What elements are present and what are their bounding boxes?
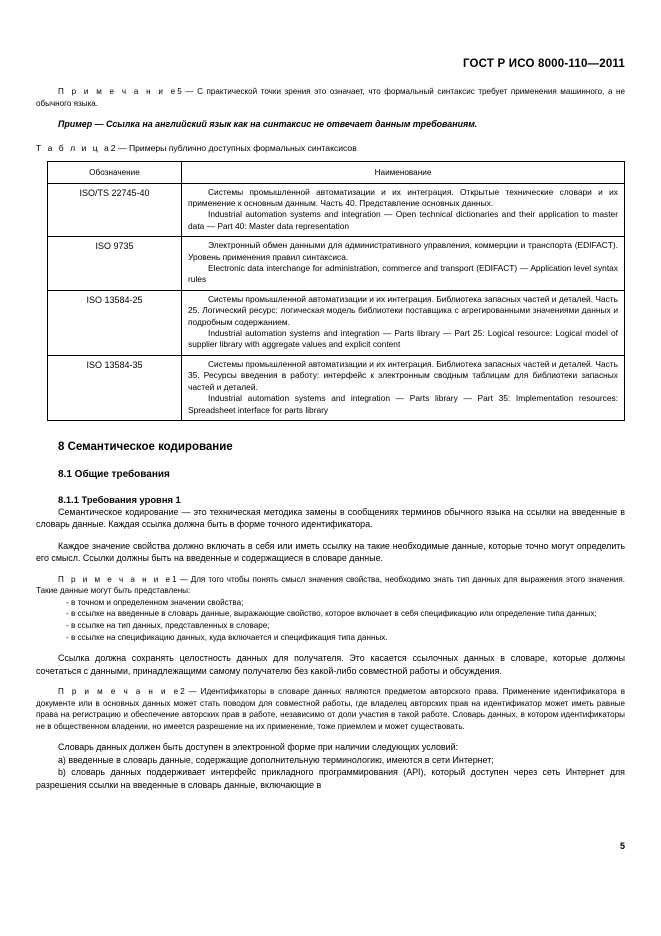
column-header-name: Наименование xyxy=(182,161,625,183)
list-item: b) словарь данных поддерживает интерфейс прикладного программирования (API), который доступен через сеть Интернет для разрешения ссылки на введенные в словарь данные, включающие в xyxy=(36,767,625,790)
cell-name xyxy=(182,290,625,355)
paragraph-data-integrity: Ссылка должна сохранять целостность данных для получателя. Это касается ссылочных данных в словаре, которые должны сочетаться с данными, принадлежащими самому получателю без какой-либо совместной работы и обсуждения. xyxy=(36,653,625,676)
list-item xyxy=(36,608,625,620)
table-row xyxy=(48,183,625,237)
table-header-row xyxy=(48,161,625,183)
note-2 xyxy=(36,686,625,732)
section-heading-8: 8 Семантическое кодирование xyxy=(58,440,233,453)
page-number: 5 xyxy=(619,841,625,851)
column-header-designation: Обозначение xyxy=(48,161,182,183)
list-item-text: - в ссылке на спецификацию данных, куда включается и спецификация типа данных. xyxy=(66,632,388,642)
cell-designation: ISO 9735 xyxy=(48,237,182,291)
cell-designation: ISO 13584-35 xyxy=(48,355,182,420)
cell-designation: ISO/TS 22745-40 xyxy=(48,183,182,237)
table-caption-label: Т а б л и ц а xyxy=(36,142,111,153)
paragraph-property-value-requirement: Каждое значение свойства должно включать в себя или иметь ссылку на такие необходимые данные, которые точно могут определить его смысл. Ссылки должны быть на введенные и содержащиеся в словаре данные. xyxy=(36,540,625,564)
list-item xyxy=(36,620,625,632)
list-item: a) введенные в словарь данные, содержащие дополнительную терминологию, имеются в сети Интернет; xyxy=(58,754,494,765)
table-row xyxy=(48,290,625,355)
cell-name-ru: Системы промышленной автоматизации и их интеграция. Библиотека запасных частей и деталей. Часть 35. Ресурсы введения в работу: интерфейс к электронным сводным таблицам для библиотеки запасных частей и деталей. xyxy=(188,358,618,392)
note-5 xyxy=(36,86,625,109)
note-label: П р и м е ч а н и е xyxy=(58,686,181,696)
section-heading-8-1: 8.1 Общие требования xyxy=(58,468,170,480)
note-1-text: 1 — Для того чтобы понять смысл значения свойства, необходимо знать тип данных для выражения этого значения. Такие данные могут быть представлены: xyxy=(36,574,625,596)
list-item xyxy=(36,632,625,644)
section-heading-8-1-1: 8.1.1 Требования уровня 1 xyxy=(58,493,181,505)
cell-name-en: Industrial automation systems and integration — Open technical dictionaries and their application to master data — Part 40: Master data representation xyxy=(188,209,618,231)
list-item-text: - в ссылке на введенные в словарь данные, выражающие свойство, которое включает в себя спецификацию или определение типа данных; xyxy=(66,609,597,619)
note-2-text: 2 — Идентификаторы в словаре данных являются предметом авторского права. Применение идентификатора в документе или в основных данных может стать поводом для совместной работы, где владелец авторских прав на идентификатор может иметь равные права на регистрацию и обеспечение авторских прав в работе, независимо от доли участия в такой работе. Словарь данных, в котором идентификаторы не в общественном владении, но имеется разрешение на их применение, тоже приемлем и может существовать. xyxy=(36,686,625,731)
example-statement: Пример — Ссылка на английский язык как на синтаксис не отвечает данным требованиям. xyxy=(58,119,478,130)
cell-name-en: Electronic data interchange for administration, commerce and transport (EDIFACT) — Application level syntax rules xyxy=(188,263,618,285)
page-content xyxy=(36,86,625,791)
note-label: П р и м е ч а н и е xyxy=(58,87,178,96)
cell-name-ru: Системы промышленной автоматизации и их интеграция. Библиотека запасных частей и деталей. Часть 25. Логический ресурс: логическая модель библиотеки поставщика с агрегированными значениями данных и подробным содержанием. xyxy=(188,293,618,327)
note-1-item-list xyxy=(36,597,625,643)
list-item xyxy=(36,597,625,609)
table-caption xyxy=(36,142,625,154)
list-item-text: - в ссылке на тип данных, представленных в словаре; xyxy=(66,620,270,630)
note-5-text: 5 — С практической точки зрения это означает, что формальный синтаксис требует применения машинного, а не обычного языка. xyxy=(36,87,625,108)
note-label: П р и м е ч а н и е xyxy=(58,574,173,584)
paragraph-dictionary-electronic-form: Словарь данных должен быть доступен в электронной форме при наличии следующих условий: xyxy=(58,742,459,753)
table-row xyxy=(48,237,625,291)
cell-designation: ISO 13584-25 xyxy=(48,290,182,355)
cell-name-ru: Электронный обмен данными для административного управления, коммерции и транспорта (EDIFACT). Уровень применения правил синтаксиса. xyxy=(188,240,618,262)
page-header-standard-number: ГОСТ Р ИСО 8000-110—2011 xyxy=(462,58,625,70)
list-item-text: - в точном и определенном значении свойства; xyxy=(66,597,244,607)
table-row xyxy=(48,355,625,420)
paragraph-semantic-encoding-definition: Семантическое кодирование — это техническая методика замены в сообщениях терминов обычного языка на ссылки на введенные в словарь данные. Каждая ссылка должна быть в форме точного идентификатора. xyxy=(36,506,625,530)
cell-name-en: Industrial automation systems and integration — Parts library — Part 25: Logical resource: Logical model of supplier library with aggregate values and explicit content xyxy=(188,328,618,350)
table-caption-text: 2 — Примеры публично доступных формальных синтаксисов xyxy=(110,142,357,153)
note-1 xyxy=(36,574,625,597)
table-formal-syntaxes xyxy=(47,161,625,421)
cell-name-ru: Системы промышленной автоматизации и их интеграция. Открытые технические словари и их применение к основным данным. Часть 40. Представление основных данных. xyxy=(188,186,618,208)
cell-name xyxy=(182,183,625,237)
conditions-list xyxy=(36,754,625,791)
cell-name-en: Industrial automation systems and integration — Parts library — Part 35: Implementation resources: Spreadsheet interface for parts library xyxy=(188,393,618,415)
cell-name xyxy=(182,237,625,291)
cell-name xyxy=(182,355,625,420)
